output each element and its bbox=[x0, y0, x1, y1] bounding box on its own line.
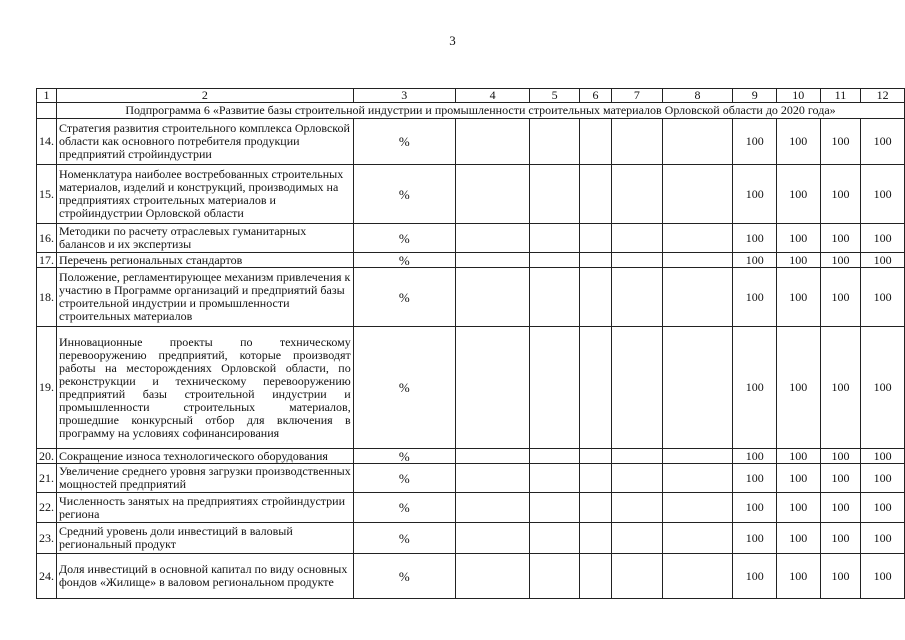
empty-cell bbox=[612, 493, 662, 523]
unit-cell: % bbox=[353, 493, 455, 523]
row-number: 20. bbox=[37, 449, 57, 464]
empty-cell bbox=[530, 119, 579, 165]
empty-cell bbox=[579, 119, 612, 165]
empty-cell bbox=[579, 464, 612, 493]
empty-cell bbox=[612, 268, 662, 327]
row-number: 19. bbox=[37, 327, 57, 449]
value-cell: 100 bbox=[820, 493, 861, 523]
empty-cell bbox=[579, 523, 612, 554]
header-cell: 4 bbox=[455, 89, 530, 103]
empty-cell bbox=[662, 493, 733, 523]
value-cell: 100 bbox=[820, 165, 861, 224]
value-cell: 100 bbox=[861, 119, 905, 165]
value-cell: 100 bbox=[820, 327, 861, 449]
header-cell: 5 bbox=[530, 89, 579, 103]
value-cell: 100 bbox=[861, 554, 905, 599]
row-number: 15. bbox=[37, 165, 57, 224]
empty-cell bbox=[530, 253, 579, 268]
value-cell: 100 bbox=[861, 165, 905, 224]
empty-cell bbox=[612, 523, 662, 554]
empty-cell bbox=[530, 327, 579, 449]
subprogram-empty-cell bbox=[37, 103, 57, 119]
empty-cell bbox=[530, 449, 579, 464]
value-cell: 100 bbox=[861, 224, 905, 253]
table-row bbox=[37, 165, 905, 224]
value-cell: 100 bbox=[733, 493, 777, 523]
table-row bbox=[37, 464, 905, 493]
row-number: 17. bbox=[37, 253, 57, 268]
table-row bbox=[37, 449, 905, 464]
indicator-name: Методики по расчету отраслевых гуманитарных балансов и их экспертизы bbox=[57, 224, 354, 253]
unit-cell: % bbox=[353, 327, 455, 449]
unit-cell: % bbox=[353, 268, 455, 327]
page-number: 3 bbox=[449, 33, 456, 48]
indicators-table bbox=[36, 88, 905, 599]
empty-cell bbox=[455, 523, 530, 554]
row-number: 14. bbox=[37, 119, 57, 165]
value-cell: 100 bbox=[776, 449, 820, 464]
header-cell: 7 bbox=[612, 89, 662, 103]
empty-cell bbox=[530, 554, 579, 599]
header-cell: 6 bbox=[579, 89, 612, 103]
unit-cell: % bbox=[353, 224, 455, 253]
empty-cell bbox=[612, 554, 662, 599]
value-cell: 100 bbox=[820, 119, 861, 165]
table-row bbox=[37, 554, 905, 599]
unit-cell: % bbox=[353, 165, 455, 224]
unit-cell: % bbox=[353, 464, 455, 493]
header-cell: 9 bbox=[733, 89, 777, 103]
value-cell: 100 bbox=[776, 464, 820, 493]
empty-cell bbox=[579, 554, 612, 599]
indicator-name: Перечень региональных стандартов bbox=[57, 253, 354, 268]
value-cell: 100 bbox=[776, 523, 820, 554]
unit-cell: % bbox=[353, 253, 455, 268]
value-cell: 100 bbox=[820, 554, 861, 599]
indicator-name: Положение, регламентирующее механизм привлечения к участию в Программе организаций и предприятий базы строительной индустрии и промышленности строительных материалов bbox=[57, 268, 354, 327]
value-cell: 100 bbox=[776, 224, 820, 253]
value-cell: 100 bbox=[733, 327, 777, 449]
unit-cell: % bbox=[353, 554, 455, 599]
empty-cell bbox=[612, 224, 662, 253]
empty-cell bbox=[455, 165, 530, 224]
value-cell: 100 bbox=[820, 253, 861, 268]
indicator-name: Номенклатура наиболее востребованных строительных материалов, изделий и конструкций, производимых на предприятиях строительных материалов и стройиндустрии Орловской области bbox=[57, 165, 354, 224]
header-cell: 3 bbox=[353, 89, 455, 103]
subprogram-row bbox=[37, 103, 905, 119]
header-cell: 10 bbox=[776, 89, 820, 103]
empty-cell bbox=[579, 165, 612, 224]
row-number: 24. bbox=[37, 554, 57, 599]
value-cell: 100 bbox=[733, 253, 777, 268]
empty-cell bbox=[579, 268, 612, 327]
indicator-name: Увеличение среднего уровня загрузки производственных мощностей предприятий bbox=[57, 464, 354, 493]
empty-cell bbox=[612, 327, 662, 449]
empty-cell bbox=[579, 449, 612, 464]
empty-cell bbox=[662, 253, 733, 268]
indicator-name: Сокращение износа технологического оборудования bbox=[57, 449, 354, 464]
empty-cell bbox=[530, 493, 579, 523]
header-cell: 2 bbox=[57, 89, 354, 103]
value-cell: 100 bbox=[820, 224, 861, 253]
empty-cell bbox=[612, 119, 662, 165]
row-number: 16. bbox=[37, 224, 57, 253]
indicator-name: Средний уровень доли инвестиций в валовый региональный продукт bbox=[57, 523, 354, 554]
value-cell: 100 bbox=[820, 449, 861, 464]
value-cell: 100 bbox=[733, 464, 777, 493]
table-row bbox=[37, 327, 905, 449]
row-number: 21. bbox=[37, 464, 57, 493]
unit-cell: % bbox=[353, 119, 455, 165]
empty-cell bbox=[662, 224, 733, 253]
empty-cell bbox=[579, 253, 612, 268]
empty-cell bbox=[662, 554, 733, 599]
empty-cell bbox=[579, 493, 612, 523]
empty-cell bbox=[455, 224, 530, 253]
empty-cell bbox=[662, 464, 733, 493]
value-cell: 100 bbox=[861, 253, 905, 268]
header-cell: 1 bbox=[37, 89, 57, 103]
value-cell: 100 bbox=[861, 523, 905, 554]
table-row bbox=[37, 253, 905, 268]
value-cell: 100 bbox=[776, 119, 820, 165]
table-row bbox=[37, 224, 905, 253]
empty-cell bbox=[455, 253, 530, 268]
empty-cell bbox=[455, 119, 530, 165]
table-header-row bbox=[37, 89, 905, 103]
empty-cell bbox=[612, 253, 662, 268]
table-row bbox=[37, 268, 905, 327]
value-cell: 100 bbox=[861, 493, 905, 523]
value-cell: 100 bbox=[733, 165, 777, 224]
header-cell: 12 bbox=[861, 89, 905, 103]
empty-cell bbox=[612, 165, 662, 224]
value-cell: 100 bbox=[776, 493, 820, 523]
indicator-name: Численность занятых на предприятиях стройиндустрии региона bbox=[57, 493, 354, 523]
empty-cell bbox=[530, 224, 579, 253]
value-cell: 100 bbox=[733, 449, 777, 464]
empty-cell bbox=[612, 464, 662, 493]
empty-cell bbox=[579, 327, 612, 449]
empty-cell bbox=[455, 464, 530, 493]
unit-cell: % bbox=[353, 523, 455, 554]
empty-cell bbox=[662, 523, 733, 554]
value-cell: 100 bbox=[733, 523, 777, 554]
value-cell: 100 bbox=[861, 464, 905, 493]
value-cell: 100 bbox=[861, 327, 905, 449]
empty-cell bbox=[662, 449, 733, 464]
value-cell: 100 bbox=[733, 554, 777, 599]
empty-cell bbox=[455, 327, 530, 449]
table-row bbox=[37, 493, 905, 523]
value-cell: 100 bbox=[820, 268, 861, 327]
empty-cell bbox=[579, 224, 612, 253]
empty-cell bbox=[455, 268, 530, 327]
row-number: 18. bbox=[37, 268, 57, 327]
value-cell: 100 bbox=[820, 523, 861, 554]
value-cell: 100 bbox=[861, 268, 905, 327]
empty-cell bbox=[530, 165, 579, 224]
indicator-name: Стратегия развития строительного комплекса Орловской области как основного потребителя продукции предприятий стройиндустрии bbox=[57, 119, 354, 165]
value-cell: 100 bbox=[733, 224, 777, 253]
table-row bbox=[37, 523, 905, 554]
empty-cell bbox=[662, 327, 733, 449]
value-cell: 100 bbox=[733, 119, 777, 165]
empty-cell bbox=[662, 268, 733, 327]
value-cell: 100 bbox=[776, 165, 820, 224]
empty-cell bbox=[662, 165, 733, 224]
empty-cell bbox=[455, 554, 530, 599]
value-cell: 100 bbox=[776, 268, 820, 327]
header-cell: 8 bbox=[662, 89, 733, 103]
header-cell: 11 bbox=[820, 89, 861, 103]
empty-cell bbox=[612, 449, 662, 464]
value-cell: 100 bbox=[820, 464, 861, 493]
row-number: 23. bbox=[37, 523, 57, 554]
value-cell: 100 bbox=[776, 554, 820, 599]
empty-cell bbox=[530, 464, 579, 493]
value-cell: 100 bbox=[733, 268, 777, 327]
unit-cell: % bbox=[353, 449, 455, 464]
indicator-name: Инновационные проекты по техническому перевооружению предприятий, которые производят работы на месторождениях Орловской области, по реконструкции и техническому перевооружению предприятий базы строительной индустрии и промышленности строительных материалов, прошедшие конкурсный отбор для включения в программу на условиях софинансирования bbox=[57, 327, 354, 449]
empty-cell bbox=[455, 493, 530, 523]
indicator-name: Доля инвестиций в основной капитал по виду основных фондов «Жилище» в валовом региональном продукте bbox=[57, 554, 354, 599]
value-cell: 100 bbox=[861, 449, 905, 464]
empty-cell bbox=[530, 523, 579, 554]
empty-cell bbox=[662, 119, 733, 165]
value-cell: 100 bbox=[776, 253, 820, 268]
value-cell: 100 bbox=[776, 327, 820, 449]
table-row bbox=[37, 119, 905, 165]
empty-cell bbox=[530, 268, 579, 327]
empty-cell bbox=[455, 449, 530, 464]
row-number: 22. bbox=[37, 493, 57, 523]
subprogram-title: Подпрограмма 6 «Развитие базы строительной индустрии и промышленности строительных материалов Орловской области до 2020 года» bbox=[57, 103, 905, 119]
